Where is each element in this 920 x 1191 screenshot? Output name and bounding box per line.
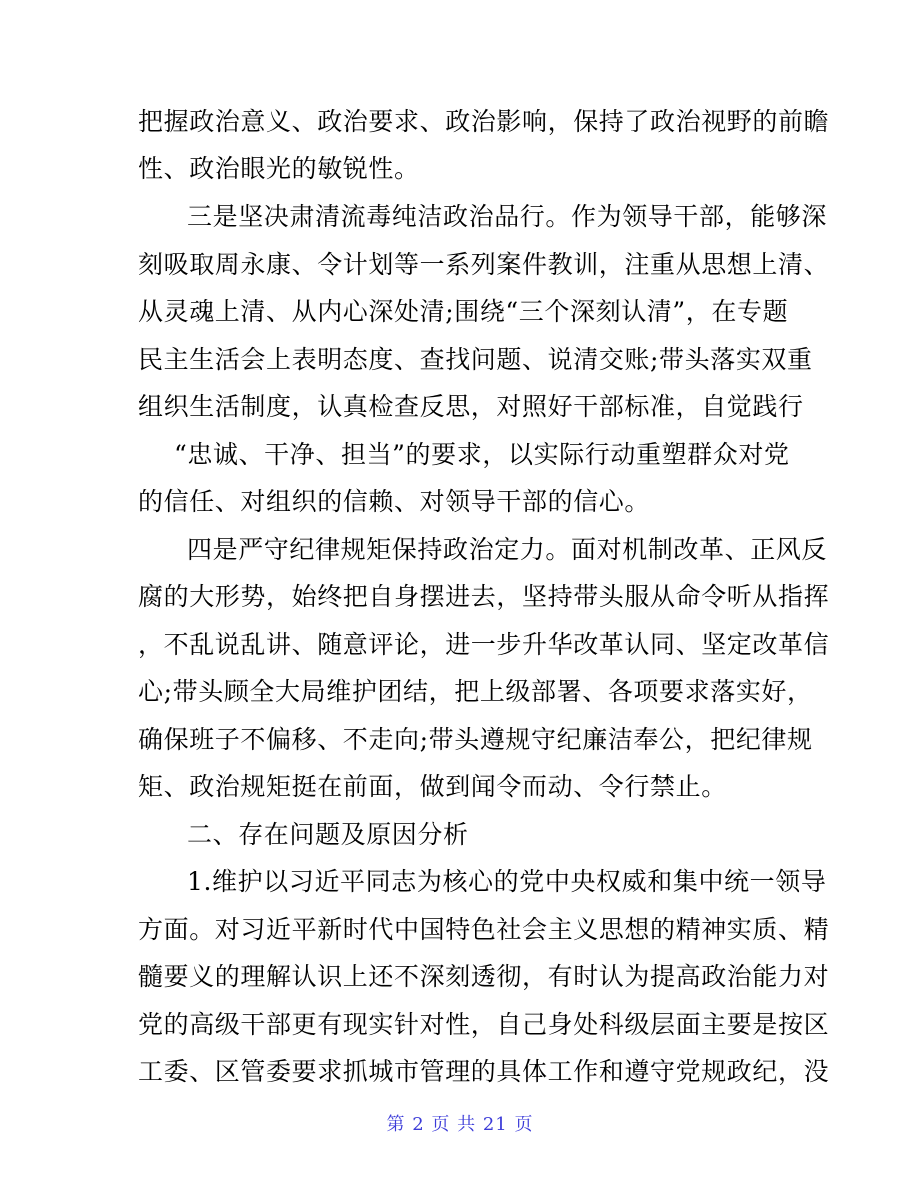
section-heading: 二、存在问题及原因分析 xyxy=(187,820,469,849)
paragraph-start-line: 1.维护以习近平同志为核心的党中央权威和集中统一领导 xyxy=(187,867,827,896)
text-line: 刻吸取周永康、令计划等一系列案件教训，注重从思想上清、 xyxy=(138,250,830,279)
text-line: 党的高级干部更有现实针对性，自己身处科级层面主要是按区 xyxy=(138,1010,830,1039)
text-line: 民主生活会上表明态度、查找问题、说清交账;带头落实双重 xyxy=(138,345,813,374)
text-line: 的信任、对组织的信赖、对领导干部的信心。 xyxy=(138,487,651,516)
text-line: “忠诚、干净、担当”的要求，以实际行动重塑群众对党 xyxy=(174,440,790,469)
text-line: 心;带头顾全大局维护团结，把上级部署、各项要求落实好， xyxy=(138,677,813,706)
text-line: 腐的大形势，始终把自身摆进去，坚持带头服从命令听从指挥 xyxy=(138,582,830,611)
text-line: 性、政治眼光的敏锐性。 xyxy=(138,154,420,183)
text-line: ，不乱说乱讲、随意评论，进一步升华改革认同、坚定改革信 xyxy=(138,630,830,659)
text-line: 矩、政治规矩挺在前面，做到闻令而动、令行禁止。 xyxy=(138,772,727,801)
paragraph-start-line: 三是坚决肃清流毒纯洁政治品行。作为领导干部，能够深 xyxy=(187,202,828,231)
text-line: 髓要义的理解认识上还不深刻透彻，有时认为提高政治能力对 xyxy=(138,962,830,991)
text-line: 把握政治意义、政治要求、政治影响，保持了政治视野的前瞻 xyxy=(138,107,830,136)
text-line: 确保班子不偏移、不走向;带头遵规守纪廉洁奉公，把纪律规 xyxy=(138,725,813,754)
page-number-footer: 第 2 页 共 21 页 xyxy=(386,1114,534,1135)
text-line: 从灵魂上清、从内心深处清;围绕“三个深刻认清”，在专题 xyxy=(138,297,789,326)
text-line: 工委、区管委要求抓城市管理的具体工作和遵守党规政纪，没 xyxy=(138,1057,830,1086)
paragraph-start-line: 四是严守纪律规矩保持政治定力。面对机制改革、正风反 xyxy=(187,535,828,564)
text-line: 组织生活制度，认真检查反思，对照好干部标准，自觉践行 xyxy=(138,392,804,421)
text-line: 方面。对习近平新时代中国特色社会主义思想的精神实质、精 xyxy=(138,915,830,944)
